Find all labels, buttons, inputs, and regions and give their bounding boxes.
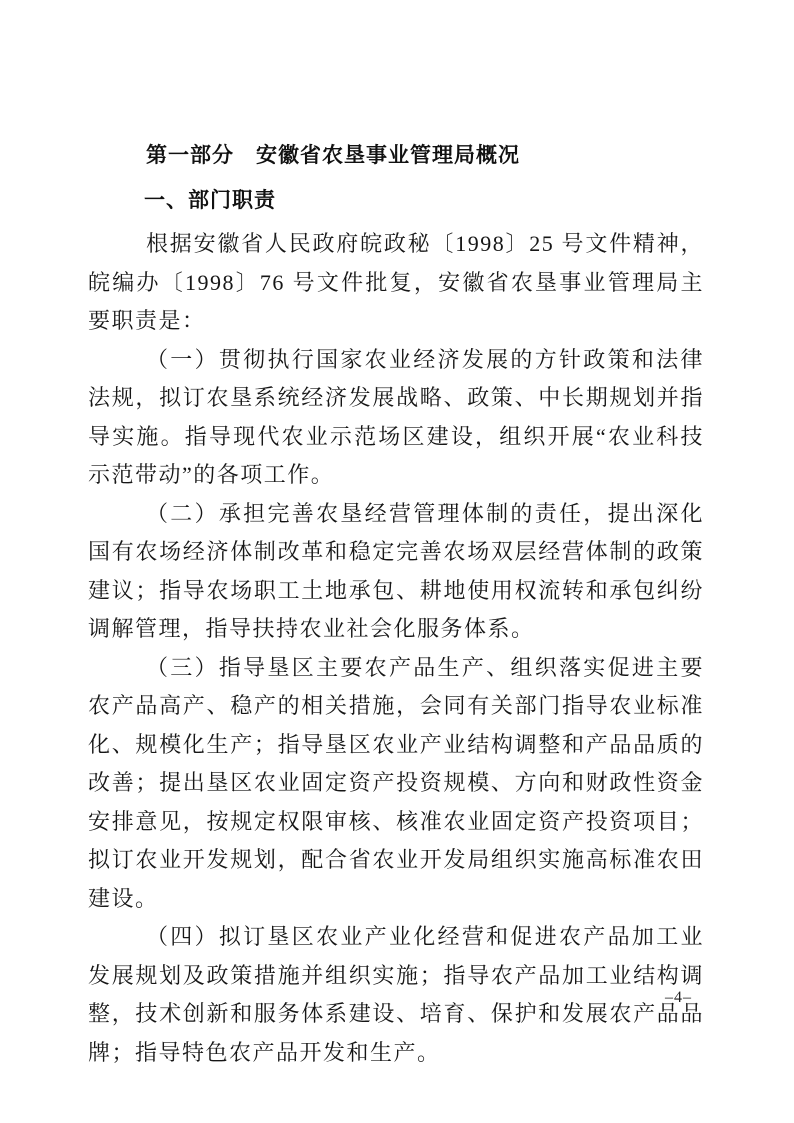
paragraph-item-2: （二）承担完善农垦经营管理体制的责任，提出深化国有农场经济体制改革和稳定完善农场双层经营体制的政策建议；指导农场职工土地承包、耕地使用权流转和承包纠纷调解管理，指导扶持农业社会化服务体系。 xyxy=(88,500,704,641)
page-number: –4– xyxy=(665,989,692,1006)
page-title: 第一部分 安徽省农垦事业管理局概况 xyxy=(146,144,520,167)
paragraph-intro: 根据安徽省人民政府皖政秘〔1998〕25 号文件精神，皖编办〔1998〕76 号文件批复，安徽省农垦事业管理局主要职责是： xyxy=(88,231,704,333)
section-heading: 一、部门职责 xyxy=(144,189,276,212)
document-content xyxy=(88,142,704,1072)
body-text xyxy=(88,225,704,1072)
paragraph-item-3: （三）指导垦区主要农产品生产、组织落实促进主要农产品高产、稳产的相关措施，会同有关部门指导农业标准化、规模化生产；指导垦区农业产业结构调整和产品品质的改善；提出垦区农业固定资产投资规模、方向和财政性资金安排意见，按规定权限审核、核准农业固定资产投资项目；拟订农业开发规划，配合省农业开发局组织实施高标准农田建设。 xyxy=(88,654,704,911)
paragraph-item-4: （四）拟订垦区农业产业化经营和促进农产品加工业发展规划及政策措施并组织实施；指导农产品加工业结构调整，技术创新和服务体系建设、培育、保护和发展农产品品牌；指导特色农产品开发和生产。 xyxy=(88,924,704,1065)
paragraph-item-1: （一）贯彻执行国家农业经济发展的方针政策和法律法规，拟订农垦系统经济发展战略、政策、中长期规划并指导实施。指导现代农业示范场区建设，组织开展“农业科技示范带动”的各项工作。 xyxy=(88,346,704,487)
